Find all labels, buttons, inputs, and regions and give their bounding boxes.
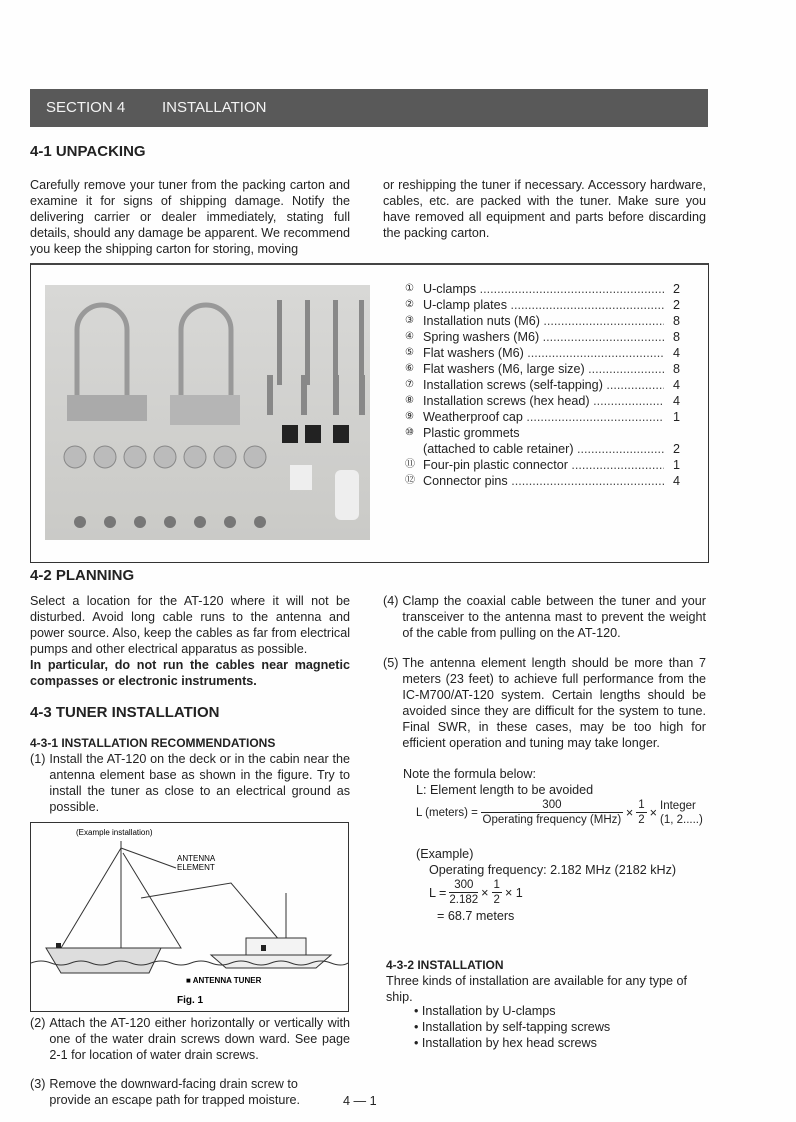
example-lhs: L = xyxy=(429,885,447,900)
parts-photo xyxy=(45,285,370,540)
parts-list-item xyxy=(405,329,680,345)
unpacking-text-right: or reshipping the tuner if necessary. Accessory hardware, cables, etc. are packed with the tuner. Make sure you have removed all equipment and parts before discarding the packing carton. xyxy=(383,178,706,240)
example-numerator: 300 xyxy=(449,878,478,893)
recommendations-heading: 4-3-1 INSTALLATION RECOMMENDATIONS xyxy=(30,736,276,750)
parts-list-item xyxy=(405,425,680,441)
item-label: Installation nuts (M6) ..... xyxy=(423,313,664,329)
item-quantity: 2 xyxy=(672,442,680,456)
figure-1 xyxy=(30,822,349,1012)
item-quantity: 8 xyxy=(672,362,680,376)
item-number: ⑥ xyxy=(405,363,414,374)
item-quantity: 1 xyxy=(672,458,680,472)
parts-list-item xyxy=(405,393,680,409)
item-label: Flat washers (M6) ..... xyxy=(423,345,664,361)
example-frequency: Operating frequency: 2.182 MHz (2182 kHz) xyxy=(429,863,677,877)
item-label: Plastic grommets xyxy=(423,426,520,440)
half-numerator: 1 xyxy=(638,799,645,811)
integer-label: Integer xyxy=(660,799,696,812)
half-numerator: 1 xyxy=(493,879,500,891)
unpacking-text-left: Carefully remove your tuner from the packing carton and examine it for signs of shipping damage. Notify the delivering carrier or dealer immediately, stating full details, should any damage be apparent. We recommend you keep the shipping carton for storing, moving xyxy=(30,178,350,256)
formula-lhs: L (meters) = xyxy=(416,806,478,819)
integer-values: (1, 2.....) xyxy=(660,813,703,826)
bullet-item: • Installation by U-clamps xyxy=(414,1004,556,1018)
item-2-text: Attach the AT-120 either horizontally or vertically with one of the water drain screws down ward. See page 2-1 for location of water drain screws. xyxy=(49,1016,350,1062)
item-quantity: 2 xyxy=(672,282,680,296)
item-label: Weatherproof cap ..... xyxy=(423,409,664,425)
item-quantity: 1 xyxy=(672,410,680,424)
item-label: Four-pin plastic connector ..... xyxy=(423,457,664,473)
planning-heading: 4-2 PLANNING xyxy=(30,567,135,584)
item-number: ⑫ xyxy=(405,475,415,486)
item-quantity: 2 xyxy=(672,298,680,312)
item-number: ⑪ xyxy=(405,459,415,470)
formula-definition: L: Element length to be avoided xyxy=(416,783,594,797)
item-label: U-clamp plates ..... xyxy=(423,297,664,313)
item-label: (attached to cable retainer) ..... xyxy=(423,441,664,457)
item-number: (4) xyxy=(383,594,399,608)
parts-list-item xyxy=(405,441,680,457)
item-number: ⑧ xyxy=(405,395,414,406)
item-label: Connector pins ..... xyxy=(423,473,664,489)
section-title: INSTALLATION xyxy=(162,99,267,116)
item-number: ① xyxy=(405,283,414,294)
formula-numerator: 300 xyxy=(481,798,623,813)
section-number: SECTION 4 xyxy=(46,99,126,116)
item-quantity: 4 xyxy=(672,474,680,488)
example-tail: × 1 xyxy=(504,885,523,900)
item-1-text: Install the AT-120 on the deck or in the cabin near the antenna element base as shown in the figure. Try to install the tuner as close to an electrical ground as possible. xyxy=(49,752,350,814)
item-quantity: 4 xyxy=(672,394,680,408)
parts-list-item xyxy=(405,457,680,473)
item-quantity: 8 xyxy=(672,314,680,328)
parts-list-item xyxy=(405,345,680,361)
parts-list-item xyxy=(405,281,680,297)
times-sign: × xyxy=(649,805,658,820)
installation-heading: 4-3-2 INSTALLATION xyxy=(386,958,504,972)
parts-list-item xyxy=(405,297,680,313)
antenna-label: ANTENNA xyxy=(177,854,216,863)
example-label: (Example) xyxy=(416,847,474,861)
formula xyxy=(416,798,703,827)
example-denominator: 2.182 xyxy=(449,894,479,906)
item-5-text: The antenna element length should be more than 7 meters (23 feet) to achieve full performance from the IC-M700/AT-120 system. Certain lengths should be avoided since they are difficult for the system to tune. Final SWR, in these cases, may be too high for efficient operation and tuning may take longer. xyxy=(402,656,706,750)
example-formula xyxy=(429,878,523,907)
parts-list xyxy=(405,281,680,489)
antenna-tuner-label: ■ ANTENNA TUNER xyxy=(186,976,262,985)
times-sign: × xyxy=(625,805,634,820)
parts-list-item xyxy=(405,409,680,425)
item-quantity: 4 xyxy=(672,378,680,392)
item-label: U-clamps ..... xyxy=(423,281,664,297)
item-label: Installation screws (self-tapping) ..... xyxy=(423,377,664,393)
example-result: = 68.7 meters xyxy=(437,909,515,923)
formula-note: Note the formula below: xyxy=(403,767,537,781)
item-number: (3) xyxy=(30,1077,46,1091)
item-number: (1) xyxy=(30,752,46,766)
item-number: ⑤ xyxy=(405,347,414,358)
times-sign: × xyxy=(481,885,489,900)
item-number: ⑦ xyxy=(405,379,414,390)
planning-warning: In particular, do not run the cables near magnetic compasses or electronic instruments. xyxy=(30,658,350,688)
item-label: Flat washers (M6, large size) ..... xyxy=(423,361,664,377)
item-label: Installation screws (hex head) ..... xyxy=(423,393,664,409)
item-label: Spring washers (M6) ..... xyxy=(423,329,664,345)
parts-list-item xyxy=(405,313,680,329)
installation-text: Three kinds of installation are available for any type of ship. xyxy=(386,974,688,1004)
bullet-item: • Installation by hex head screws xyxy=(414,1036,597,1050)
parts-list-item xyxy=(405,377,680,393)
half-denominator: 2 xyxy=(493,894,500,906)
item-number: ④ xyxy=(405,331,414,342)
item-number: ⑨ xyxy=(405,411,414,422)
item-number: (2) xyxy=(30,1016,46,1030)
section-header-bar xyxy=(30,89,708,127)
parts-illustration xyxy=(45,285,370,540)
item-quantity: 8 xyxy=(672,330,680,344)
half-denominator: 2 xyxy=(638,814,645,826)
item-number xyxy=(405,441,423,457)
parts-list-item xyxy=(405,361,680,377)
figure-number: Fig. 1 xyxy=(177,995,204,1006)
item-4-text: Clamp the coaxial cable between the tuner and your transceiver to the antenna mast to prevent the weight of the cable from pulling on the AT-120. xyxy=(402,594,706,640)
element-label: ELEMENT xyxy=(177,863,215,872)
item-number: ② xyxy=(405,299,414,310)
figure-caption: (Example installation) xyxy=(76,828,153,837)
item-number: ⑩ xyxy=(405,427,414,438)
item-quantity: 4 xyxy=(672,346,680,360)
parts-list-item xyxy=(405,473,680,489)
planning-text: Select a location for the AT-120 where it will not be disturbed. Avoid long cable runs to the antenna and power source. Also, keep the cables as far from electrical pumps and other electrical apparatus as possible. xyxy=(30,594,350,656)
bullet-item: • Installation by self-tapping screws xyxy=(414,1020,611,1034)
item-3-text: Remove the downward-facing drain screw to provide an escape path for trapped moisture. xyxy=(49,1077,301,1107)
formula-denominator: Operating frequency (MHz) xyxy=(482,814,622,826)
unpacking-heading: 4-1 UNPACKING xyxy=(30,143,146,160)
item-number: (5) xyxy=(383,656,399,670)
page-number: 4 — 1 xyxy=(343,1094,377,1108)
installation-bullets xyxy=(414,1003,610,1051)
tuner-installation-heading: 4-3 TUNER INSTALLATION xyxy=(30,704,220,721)
item-quantity xyxy=(664,425,680,441)
item-number: ③ xyxy=(405,315,414,326)
